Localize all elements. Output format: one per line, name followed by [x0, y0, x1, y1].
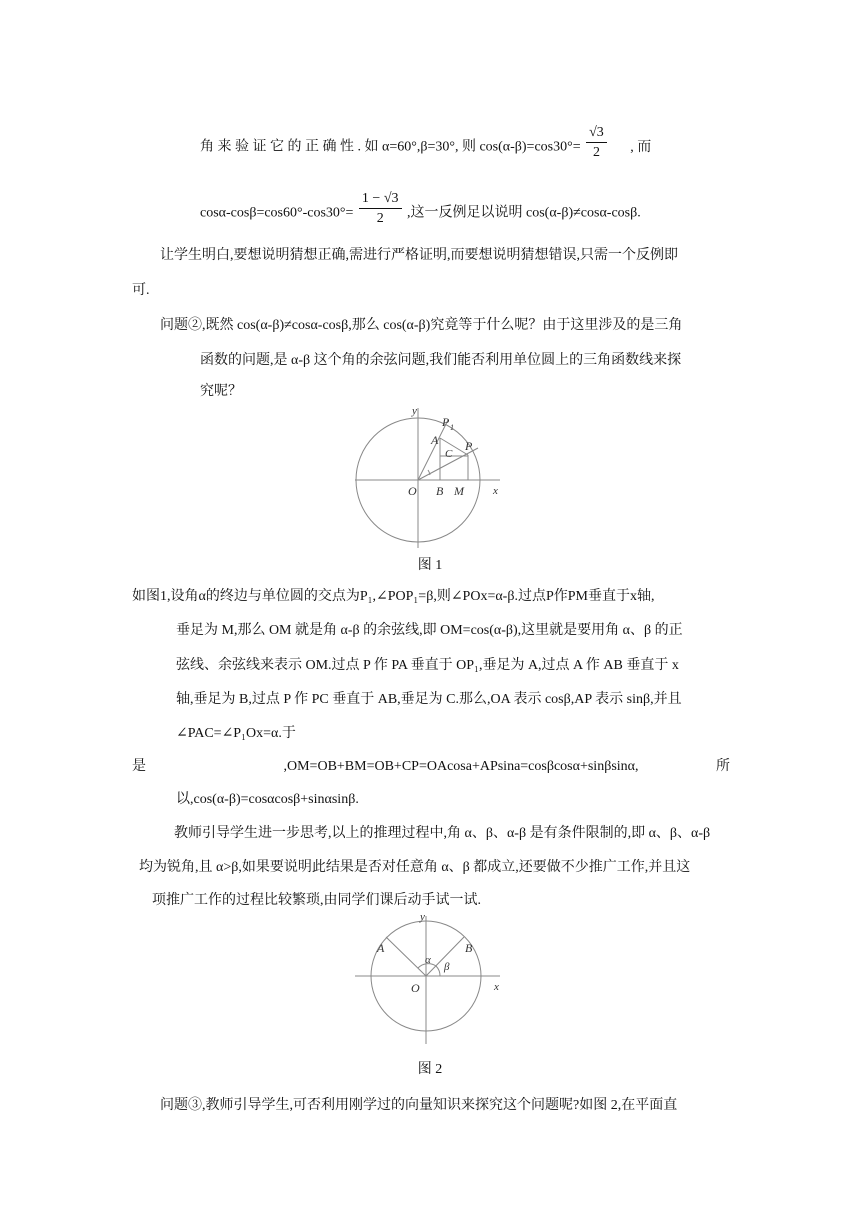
p4-line4: 轴,垂足为 B,过点 P 作 PC 垂直于 AB,垂足为 C.那么,OA 表示 cosβ,AP 表示 sinβ,并且: [176, 692, 682, 707]
fig2-label-alpha: α: [425, 954, 431, 966]
p4-line6-formula: ,OM=OB+BM=OB+CP=OAcosa+APsina=cosβcosα+sinβsinα,: [283, 759, 639, 774]
figure-2-caption: 图 2: [417, 1062, 443, 1077]
ray-OP1: [418, 420, 448, 480]
fig1-label-B: B: [436, 484, 444, 498]
fig1-label-O: O: [408, 484, 417, 498]
p4-line6-start: 是: [132, 759, 146, 774]
p4-line5: ∠PAC=∠P₁Ox=α.于: [176, 726, 296, 741]
fraction-denominator: 2: [376, 211, 384, 226]
fig2-label-A: A: [377, 941, 385, 955]
p4-line6-end: 所: [716, 759, 730, 774]
fig2-label-x: x: [494, 981, 499, 993]
p3-line2: 函数的问题,是 α-β 这个角的余弦问题,我们能否利用单位圆上的三角函数线来探: [200, 353, 682, 368]
fig1-label-A: A: [431, 433, 439, 447]
p1-text2: cosα-cosβ=cos60°-cos30°=: [200, 205, 354, 221]
p2-line2: 可.: [132, 283, 150, 298]
p4-line7: 以,cos(α-β)=cosαcosβ+sinαsinβ.: [176, 792, 359, 807]
fig1-label-C: C: [445, 448, 453, 460]
p1-tail1: , 而: [630, 139, 652, 155]
p1-line1: [200, 125, 652, 167]
fig1-label-y: y: [412, 405, 417, 417]
fig2-label-B: B: [465, 941, 473, 955]
figure-1-caption: 图 1: [417, 558, 443, 573]
fraction-sqrt3-over-2: [586, 124, 607, 163]
p6-line1: 问题③,教师引导学生,可否利用刚学过的向量知识来探究这个问题呢?如图 2,在平面直: [160, 1098, 678, 1113]
fraction-1-minus-sqrt3-over-2: [359, 190, 402, 229]
fig2-label-beta: β: [444, 961, 450, 973]
figure-1-unit-circle: [350, 400, 510, 550]
angle-beta-arc: [436, 966, 440, 976]
p5-line1: 教师引导学生进一步思考,以上的推理过程中,角 α、β、α-β 是有条件限制的,即 α、β、α-β: [174, 826, 711, 841]
fraction-numerator: √3: [586, 124, 607, 143]
p1-line2: [200, 191, 641, 233]
p2-line1: 让学生明白,要想说明猜想正确,需进行严格证明,而要想说明猜想错误,只需一个反例即: [160, 248, 678, 263]
p4-line2: 垂足为 M,那么 OM 就是角 α-β 的余弦线,即 OM=cos(α-β),这里就是要用角 α、β 的正: [176, 623, 683, 638]
fraction-denominator: 2: [592, 145, 600, 160]
p1-text1: 角 来 验 证 它 的 正 确 性 . 如 α=60°,β=30°, 则 cos(α-β)=cos30°=: [200, 139, 581, 155]
fraction-numerator: 1 − √3: [359, 190, 402, 209]
p1-tail2: ,这一反例足以说明 cos(α-β)≠cosα-cosβ.: [407, 205, 641, 221]
ray-OA: [386, 937, 426, 976]
fig1-label-M: M: [454, 484, 464, 498]
fig1-label-P: P: [465, 439, 473, 453]
fig1-label-P1-subscript: 1: [450, 423, 454, 432]
figure-2-unit-circle: [350, 910, 510, 1050]
p4-line1: 如图1,设角α的终边与单位圆的交点为P₁,∠POP₁=β,则∠POx=α-β.过点P作PM垂直于x轴,: [132, 589, 655, 604]
p4-line3: 弦线、余弦线来表示 OM.过点 P 作 PA 垂直于 OP₁,垂足为 A,过点 A 作 AB 垂直于 x: [176, 658, 679, 673]
p3-line1: 问题②,既然 cos(α-β)≠cosα-cosβ,那么 cos(α-β)究竟等于什么呢？由于这里涉及的是三角: [160, 318, 683, 333]
fig2-label-O: O: [411, 981, 420, 995]
fig1-label-P1: P: [442, 415, 450, 429]
p5-line2: 均为锐角,且 α>β,如果要说明此结果是否对任意角 α、β 都成立,还要做不少推广工作,并且这: [139, 860, 691, 875]
p4-line6: [132, 757, 730, 777]
fig1-label-x: x: [493, 485, 498, 497]
p3-line3: 究呢？: [200, 384, 242, 399]
fig2-label-y: y: [420, 911, 425, 923]
p5-line3: 项推广工作的过程比较繁琐,由同学们课后动手试一试.: [152, 893, 481, 908]
